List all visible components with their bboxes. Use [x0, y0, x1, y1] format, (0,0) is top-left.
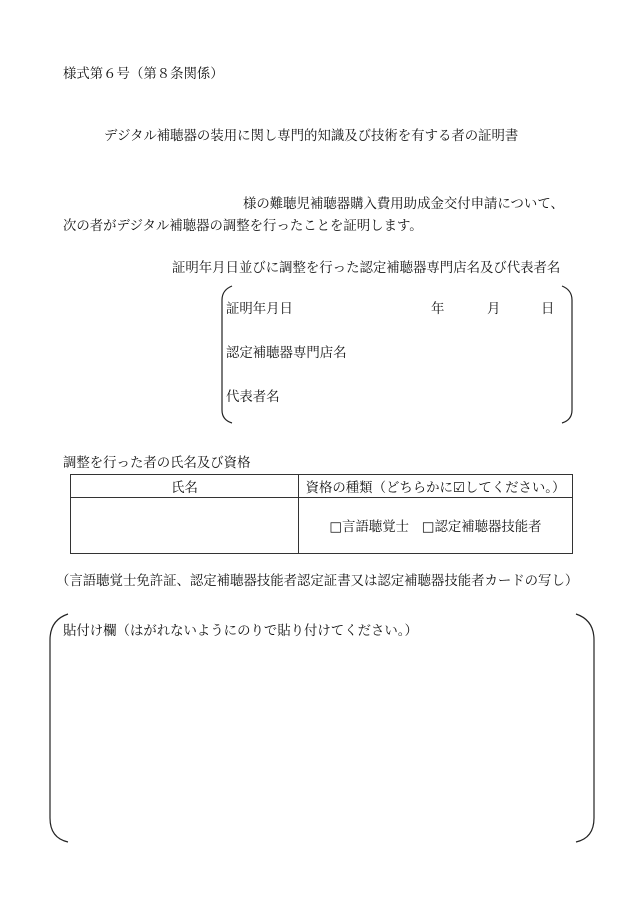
option-hearing-aid-technician[interactable]: □認定補聴器技能者 — [421, 520, 542, 535]
paste-box-left-bracket — [50, 614, 68, 842]
option-speech-therapist[interactable]: □言語聴覚士 — [329, 520, 410, 535]
cert-heading: 証明年月日並びに調整を行った認定補聴器専門店名及び代表者名 — [172, 261, 561, 276]
store-label: 認定補聴器専門店名 — [226, 346, 347, 361]
header-name: 氏名 — [71, 475, 299, 498]
header-qualification: 資格の種類（どちらかに☑してください。） — [299, 475, 573, 498]
date-label: 証明年月日 — [226, 302, 293, 317]
form-number: 様式第６号（第８条関係） — [63, 67, 224, 82]
day-label: 日 — [541, 302, 555, 317]
representative-label: 代表者名 — [226, 390, 280, 405]
year-label: 年 — [431, 302, 445, 317]
intro-line-1: 様の難聴児補聴器購入費用助成金交付申請について、 — [243, 197, 564, 212]
intro-line-2: 次の者がデジタル補聴器の調整を行ったことを証明します。 — [63, 219, 423, 234]
paste-label: 貼付け欄（はがれないようにのりで貼り付けてください。） — [63, 624, 418, 639]
adjuster-heading: 調整を行った者の氏名及び資格 — [63, 456, 251, 471]
paste-box-right-bracket — [576, 614, 594, 842]
cert-box-right-bracket — [562, 286, 572, 423]
copy-note: （言語聴覚士免許証、認定補聴器技能者認定証書又は認定補聴器技能者カードの写し） — [56, 574, 579, 589]
month-label: 月 — [487, 302, 501, 317]
name-cell[interactable] — [71, 498, 299, 554]
adjuster-table — [70, 474, 573, 554]
qualification-cell — [299, 498, 573, 554]
document-title: デジタル補聴器の装用に関し専門的知識及び技術を有する者の証明書 — [104, 129, 519, 144]
